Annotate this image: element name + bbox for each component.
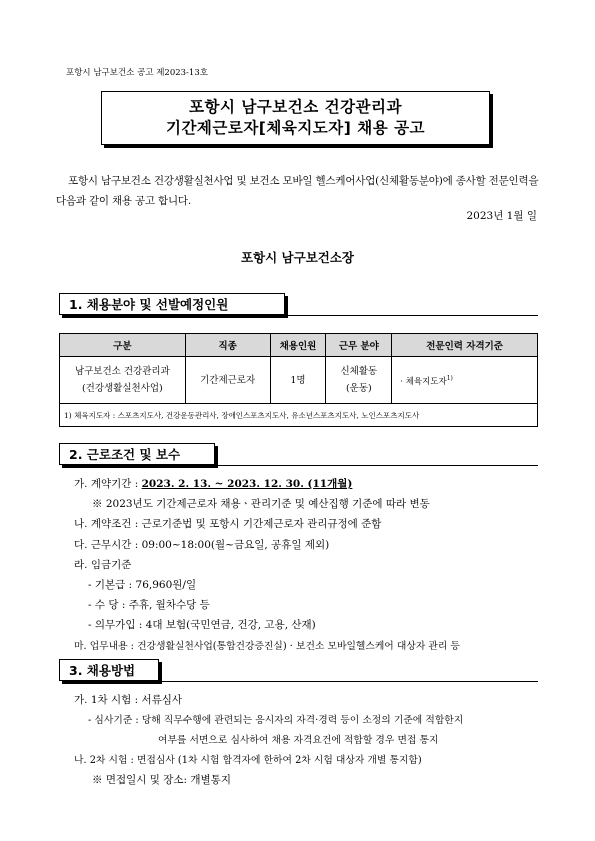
table-header: 근무 분야 — [326, 334, 392, 357]
cell-division — [60, 357, 186, 404]
intro-paragraph: 포항시 남구보건소 건강생활실천사업 및 보건소 모바일 헬스케어사업(신체활동분야)에 종사할 전문인력을 다음과 같이 채용 공고 합니다. — [56, 175, 539, 207]
table-header-row — [60, 334, 538, 357]
cell-field — [326, 357, 392, 404]
division-line-1: 남구보건소 건강관리과 — [74, 366, 170, 377]
issuer: 포항시 남구보건소장 — [240, 250, 355, 265]
table-header: 구분 — [60, 334, 186, 357]
work-hours: 다. 근무시간 : 09:00~18:00(월~금요일, 공휴일 제외) — [74, 539, 330, 551]
first-exam: 가. 1차 시험 : 서류심사 — [74, 694, 183, 706]
qualification-text: · 체육지도자 — [400, 376, 447, 387]
contract-condition: 나. 계약조건 : 근로기준법 및 포항시 기간제근로자 관리규정에 준함 — [74, 518, 382, 530]
contract-note: ※ 2023년도 기간제근로자 채용ㆍ관리기준 및 예산집행 기준에 따라 변동 — [92, 498, 430, 510]
recruitment-table — [59, 333, 538, 427]
division-line-2: (건강생활실천사업) — [81, 383, 163, 394]
second-exam: 나. 2차 시험 : 면접심사 (1차 시험 합격자에 한하여 2차 시험 대상자 개별 통지함) — [74, 755, 422, 766]
table-row — [60, 357, 538, 404]
document-title — [101, 91, 490, 145]
table-header: 채용인원 — [270, 334, 326, 357]
wage-title: 라. 임금기준 — [74, 559, 132, 571]
contract-label: 가. 계약기간 : — [74, 478, 142, 490]
notice-date: 2023년 1월 일 — [466, 210, 537, 222]
table-footnote-row — [60, 404, 538, 427]
notice-number: 포항시 남구보건소 공고 제2023-13호 — [66, 68, 208, 78]
duty-description: 마. 업무내용 : 건강생활실천사업(통합건강증진실) · 보건소 모바일헬스케어 대상자 관리 등 — [74, 641, 460, 652]
wage-allowance: - 수 당 : 주휴, 월차수당 등 — [88, 599, 210, 611]
section-3-heading: 3. 채용방법 — [59, 659, 159, 681]
section-2-rule — [218, 465, 538, 466]
field-line-2: (운동) — [345, 383, 372, 394]
section-1-heading: 1. 채용분야 및 선발예정인원 — [59, 293, 285, 315]
section-2-heading: 2. 근로조건 및 보수 — [59, 443, 215, 465]
table-header: 직종 — [185, 334, 270, 357]
interview-note: ※ 면접일시 및 장소: 개별통지 — [92, 774, 231, 786]
section-3-rule — [162, 681, 538, 682]
wage-insurance: - 의무가입 : 4대 보험(국민연금, 건강, 고용, 산재) — [88, 619, 316, 631]
section-1-rule — [288, 315, 538, 316]
cell-count: 1명 — [270, 357, 326, 404]
contract-period: 2023. 2. 13. ~ 2023. 12. 30. (11개월) — [141, 478, 353, 490]
title-line-1: 포항시 남구보건소 건강관리과 — [189, 98, 402, 116]
field-line-1: 신체활동 — [340, 366, 378, 377]
title-line-2: 기간제근로자[체육지도자] 채용 공고 — [165, 119, 426, 137]
qualification-footnote-mark: 1) — [446, 374, 453, 382]
criteria-line-1: - 심사기준 : 당해 직무수행에 관련되는 응시자의 자격·경력 등이 소정의 기준에 적합한지 — [88, 715, 464, 726]
criteria-line-2: 여부를 서면으로 심사하여 채용 자격요건에 적합할 경우 면접 통지 — [158, 735, 439, 746]
table-footnote: 1) 체육지도자 : 스포츠지도사, 건강운동관리사, 장애인스포츠지도사, 유소년스포츠지도사, 노인스포츠지도사 — [60, 404, 538, 427]
cell-job-type: 기간제근로자 — [185, 357, 270, 404]
wage-base: - 기본급 : 76,960원/일 — [88, 579, 197, 591]
contract-period-line — [74, 476, 352, 491]
table-header: 전문인력 자격기준 — [392, 334, 538, 357]
cell-qualification — [392, 357, 538, 404]
